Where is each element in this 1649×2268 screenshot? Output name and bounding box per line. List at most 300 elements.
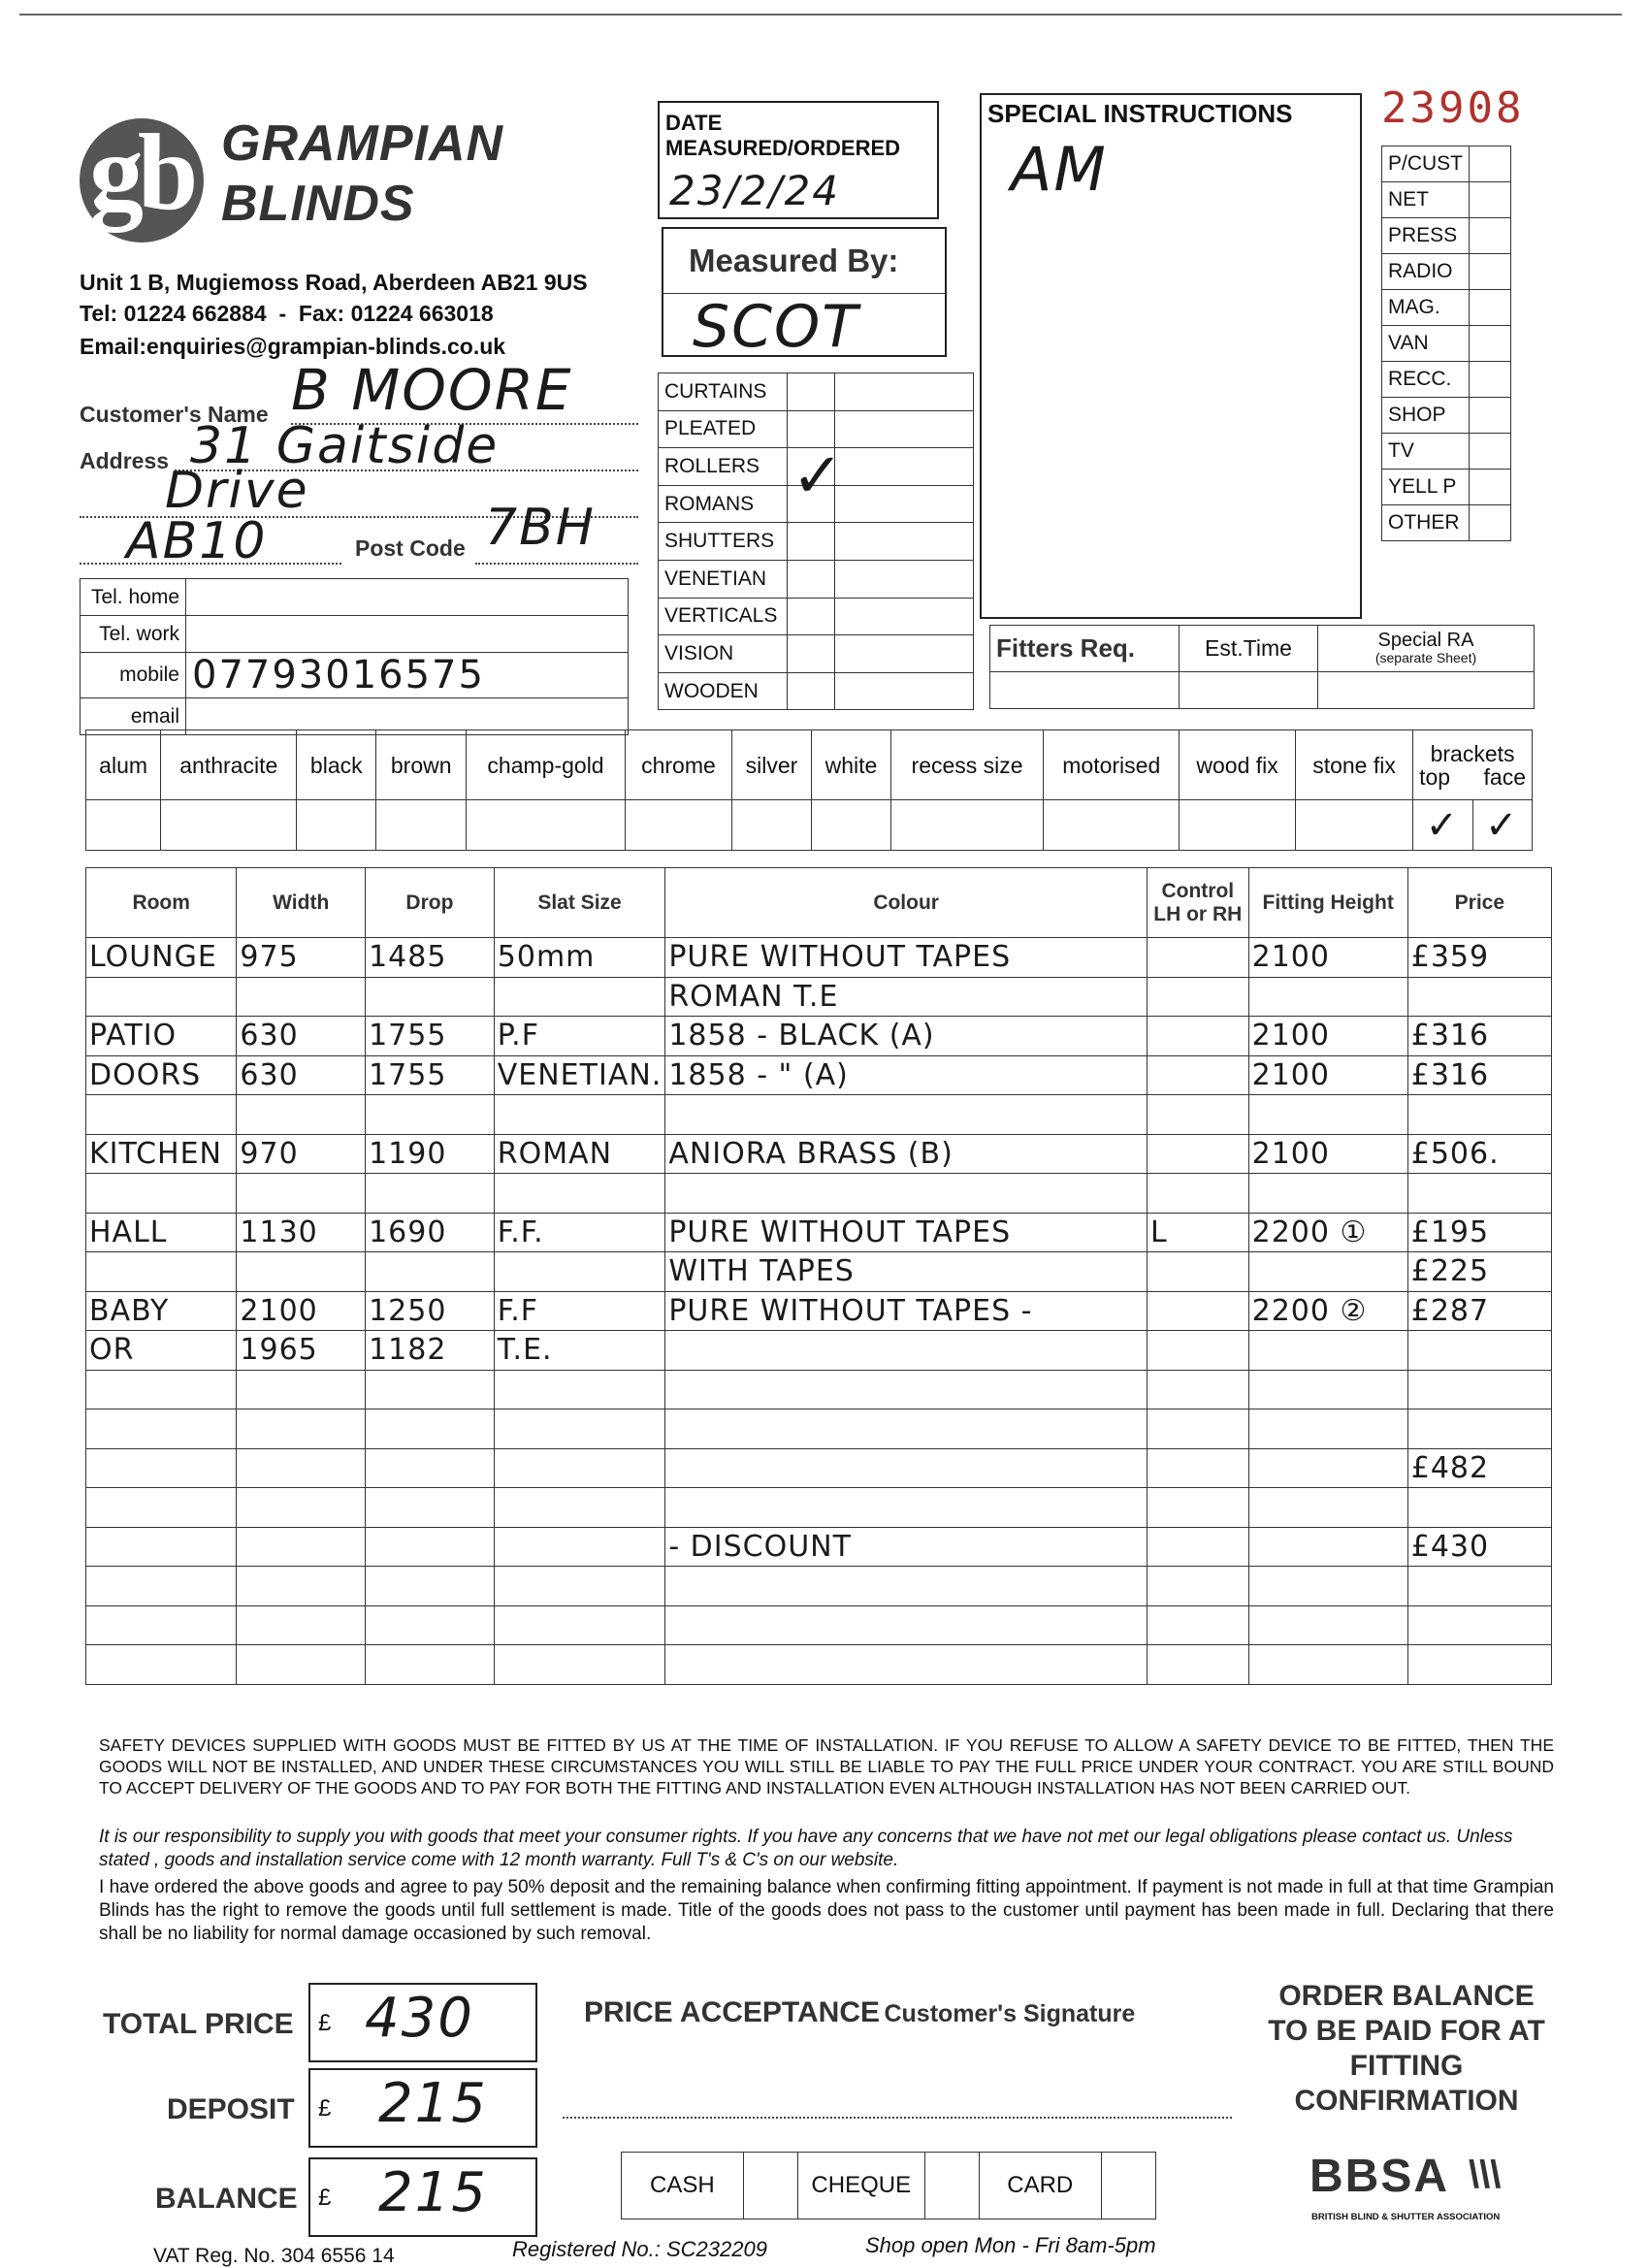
item-control: [1147, 1291, 1248, 1331]
measured-by-value: SCOT: [693, 293, 859, 361]
option-checkbox[interactable]: [732, 800, 812, 851]
item-colour: [665, 1409, 1148, 1449]
item-price: [1407, 1095, 1551, 1135]
source-label: P/CUST: [1382, 146, 1470, 182]
item-colour: PURE WITHOUT TAPES: [665, 938, 1148, 978]
item-room: PATIO: [86, 1017, 237, 1056]
source-label: TV: [1382, 434, 1470, 470]
source-checkbox[interactable]: [1470, 326, 1511, 362]
source-row: [1382, 470, 1511, 505]
item-control: [1147, 1017, 1248, 1056]
item-width: [237, 1448, 366, 1488]
item-width: 1965: [237, 1331, 366, 1371]
item-drop: [366, 977, 495, 1017]
items-header: Colour: [665, 868, 1148, 938]
item-slat: P.F: [494, 1017, 665, 1056]
tel-work-value: [186, 616, 629, 653]
item-colour: PURE WITHOUT TAPES: [665, 1213, 1148, 1252]
source-row: [1382, 254, 1511, 290]
bbsa-logo: BBSA: [1310, 2151, 1450, 2202]
table-row: [86, 1213, 1552, 1252]
terms-para-1: SAFETY DEVICES SUPPLIED WITH GOODS MUST BE FITTED BY US AT THE TIME OF INSTALLATION. IF YOU REFUSE TO ALLOW A SAFETY DEVICE TO BE FITTED, THEN THE GOODS WILL NOT BE INSTALLED, AND UNDER THESE CIRCUMSTANCES YOU WILL STILL BE LIABLE TO PAY THE FULL PRICE UNDER YOUR CONTRACT. YOU ARE STILL BOUND TO ACCEPT DELIVERY OF THE GOODS AND TO PAY FOR BOTH THE FITTING AND INSTALLATION EVEN ALTHOUGH INSTALLATION HAS NOT BEEN CARRIED OUT.: [99, 1735, 1554, 1798]
item-control: L: [1147, 1213, 1248, 1252]
option-header: motorised: [1044, 730, 1180, 800]
item-control: [1147, 1174, 1248, 1214]
source-checkbox[interactable]: [1470, 254, 1511, 290]
postcode-label: Post Code: [355, 535, 466, 561]
item-slat: [494, 1605, 665, 1645]
item-price: £195: [1407, 1213, 1551, 1252]
deposit-label: DEPOSIT: [167, 2093, 295, 2125]
item-price: [1407, 1370, 1551, 1409]
item-width: [237, 1527, 366, 1567]
company-tel: Tel: 01224 662884 - Fax: 01224 663018: [80, 301, 494, 326]
item-slat: [494, 1370, 665, 1409]
mobile-value: 07793016575: [186, 653, 629, 698]
total-currency: £: [318, 2010, 332, 2036]
product-checkbox[interactable]: [788, 672, 835, 710]
item-control: [1147, 1409, 1248, 1449]
item-control: [1147, 1252, 1248, 1292]
item-room: [86, 1567, 237, 1606]
option-checkbox[interactable]: [1295, 800, 1412, 851]
romans-tick-mark: ✓: [792, 440, 846, 512]
source-checkbox[interactable]: [1470, 434, 1511, 470]
item-drop: [366, 1095, 495, 1135]
footer-hours: Shop open Mon - Fri 8am-5pm: [865, 2233, 1156, 2257]
page-top-rule: [19, 14, 1622, 16]
source-checkbox[interactable]: [1470, 146, 1511, 182]
item-height: [1248, 1252, 1407, 1292]
address-label: Address: [80, 448, 170, 473]
product-checkbox[interactable]: [788, 635, 835, 673]
option-checkbox[interactable]: [890, 800, 1043, 851]
option-checkbox[interactable]: [1180, 800, 1296, 851]
source-row: [1382, 398, 1511, 434]
item-height: [1248, 1645, 1407, 1685]
special-ra-cell: [1318, 626, 1535, 672]
special-ra-sub: (separate Sheet): [1374, 649, 1477, 665]
option-header: recess size: [890, 730, 1043, 800]
item-room: [86, 1174, 237, 1214]
item-colour: WITH TAPES: [665, 1252, 1148, 1292]
table-row: [86, 1370, 1552, 1409]
item-drop: [366, 1527, 495, 1567]
payment-method-checkbox[interactable]: [743, 2153, 797, 2219]
item-width: [237, 1174, 366, 1214]
price-acceptance-sub: Customer's Signature: [884, 2000, 1136, 2027]
special-ra-value: [1318, 672, 1535, 709]
items-header: Fitting Height: [1248, 868, 1407, 938]
item-drop: [366, 1605, 495, 1645]
source-row: [1382, 362, 1511, 398]
fitters-req-label: Fitters Req.: [990, 626, 1180, 672]
deposit-currency: £: [318, 2095, 332, 2122]
item-price: [1407, 1605, 1551, 1645]
item-room: DOORS: [86, 1055, 237, 1095]
item-room: [86, 1095, 237, 1135]
item-price: £316: [1407, 1017, 1551, 1056]
postcode-line: [475, 563, 638, 565]
terms-para-3: I have ordered the above goods and agree to pay 50% deposit and the remaining balance when confirming fitting appointment. If payment is not made in full at that time Grampian Blinds has the right to remove the goods until full settlement is made. Title of the goods does not pass to the customer until payment has been made in full. Declaring that there shall be no liability for normal damage occasioned by such removal.: [99, 1877, 1554, 1944]
date-box: [658, 101, 939, 219]
item-room: [86, 1409, 237, 1449]
source-label: MAG.: [1382, 290, 1470, 326]
item-slat: 50mm: [494, 938, 665, 978]
item-colour: ROMAN T.E: [665, 977, 1148, 1017]
item-height: [1248, 1409, 1407, 1449]
product-qty: [835, 635, 974, 673]
product-checkbox[interactable]: [788, 598, 835, 635]
item-control: [1147, 1331, 1248, 1371]
item-price: [1407, 1331, 1551, 1371]
item-control: [1147, 1370, 1248, 1409]
item-colour: [665, 1370, 1148, 1409]
item-drop: [366, 1645, 495, 1685]
items-header: Slat Size: [494, 868, 665, 938]
product-qty: [835, 598, 974, 635]
contact-table: [80, 578, 629, 735]
company-address: Unit 1 B, Mugiemoss Road, Aberdeen AB21 9US: [80, 270, 588, 295]
item-control: [1147, 1448, 1248, 1488]
item-width: 975: [237, 938, 366, 978]
item-colour: 1858 - BLACK (A): [665, 1017, 1148, 1056]
table-row: [86, 1448, 1552, 1488]
item-room: [86, 1527, 237, 1567]
option-checkbox[interactable]: [1044, 800, 1180, 851]
product-row: [659, 373, 974, 411]
item-colour: [665, 1488, 1148, 1528]
product-checkbox[interactable]: [788, 523, 835, 561]
date-value: 23/2/24: [669, 167, 840, 214]
item-room: [86, 1252, 237, 1292]
table-row: [86, 1567, 1552, 1606]
option-header: stone fix: [1295, 730, 1412, 800]
option-checkbox[interactable]: [161, 800, 297, 851]
option-checkbox[interactable]: [297, 800, 376, 851]
table-row: [86, 1409, 1552, 1449]
item-colour: [665, 1331, 1148, 1371]
item-slat: F.F: [494, 1291, 665, 1331]
item-control: [1147, 1645, 1248, 1685]
table-row: [86, 1055, 1552, 1095]
special-instructions-box: [980, 93, 1362, 619]
item-height: 2100: [1248, 1134, 1407, 1174]
item-control: [1147, 1527, 1248, 1567]
item-slat: ROMAN: [494, 1134, 665, 1174]
option-checkbox[interactable]: [467, 800, 626, 851]
item-height: [1248, 1488, 1407, 1528]
item-width: [237, 1095, 366, 1135]
option-checkbox[interactable]: [625, 800, 731, 851]
payment-method-label: CARD: [979, 2153, 1101, 2219]
fitters-req-value: [990, 672, 1180, 709]
brackets-top-label: top: [1419, 763, 1451, 790]
item-drop: [366, 1567, 495, 1606]
table-row: [86, 1134, 1552, 1174]
payment-method-checkbox[interactable]: [924, 2153, 979, 2219]
item-price: £359: [1407, 938, 1551, 978]
item-slat: [494, 1252, 665, 1292]
item-room: HALL: [86, 1213, 237, 1252]
item-price: [1407, 1174, 1551, 1214]
option-checkbox[interactable]: [86, 800, 161, 851]
company-name-line2: BLINDS: [221, 176, 415, 232]
item-room: [86, 1370, 237, 1409]
source-label: SHOP: [1382, 398, 1470, 434]
item-drop: 1190: [366, 1134, 495, 1174]
price-acceptance-label: PRICE ACCEPTANCE: [584, 1996, 881, 2028]
item-height: 2100: [1248, 1055, 1407, 1095]
item-drop: 1755: [366, 1017, 495, 1056]
item-width: 2100: [237, 1291, 366, 1331]
payment-method-checkbox[interactable]: [1101, 2153, 1155, 2219]
source-row: [1382, 146, 1511, 182]
postcode-value: 7BH: [485, 499, 596, 557]
fitters-table: [989, 625, 1535, 709]
item-slat: [494, 1448, 665, 1488]
items-header: Price: [1407, 868, 1551, 938]
product-row: [659, 560, 974, 598]
email-label: email: [81, 698, 186, 735]
table-row: [86, 1331, 1552, 1371]
brackets-header: [1413, 730, 1533, 800]
items-header: Control LH or RH: [1147, 868, 1248, 938]
item-price: [1407, 1409, 1551, 1449]
source-label: YELL P: [1382, 470, 1470, 505]
item-price: [1407, 1645, 1551, 1685]
item-drop: [366, 1448, 495, 1488]
special-instructions-label: SPECIAL INSTRUCTIONS: [987, 99, 1293, 128]
product-qty: [835, 485, 974, 523]
source-table: [1381, 146, 1511, 541]
table-row: [86, 977, 1552, 1017]
date-label: DATE MEASURED/ORDERED: [665, 111, 901, 160]
item-slat: [494, 1174, 665, 1214]
company-email: Email:enquiries@grampian-blinds.co.uk: [80, 334, 506, 359]
bbsa-sub: BRITISH BLIND & SHUTTER ASSOCIATION: [1311, 2212, 1501, 2222]
source-label: RECC.: [1382, 362, 1470, 398]
item-slat: VENETIAN.: [494, 1055, 665, 1095]
footer-registered: Registered No.: SC232209: [512, 2237, 767, 2261]
tel-home-value: [186, 579, 629, 616]
table-row: [86, 1488, 1552, 1528]
table-row: [86, 1605, 1552, 1645]
item-width: 630: [237, 1055, 366, 1095]
item-width: [237, 1370, 366, 1409]
item-slat: F.F.: [494, 1213, 665, 1252]
item-price: £225: [1407, 1252, 1551, 1292]
source-label: RADIO: [1382, 254, 1470, 290]
product-label: ROMANS: [659, 485, 788, 523]
option-header: wood fix: [1180, 730, 1296, 800]
table-row: [86, 1645, 1552, 1685]
bbsa-stripes-icon: \\\: [1469, 2154, 1502, 2196]
option-checkbox[interactable]: [376, 800, 467, 851]
item-height: [1248, 1370, 1407, 1409]
item-height: [1248, 1095, 1407, 1135]
est-time-value: [1180, 672, 1318, 709]
product-row: [659, 672, 974, 710]
item-control: [1147, 1488, 1248, 1528]
address-line3-value: AB10: [126, 512, 268, 570]
item-room: KITCHEN: [86, 1134, 237, 1174]
address-line2-value: Drive: [165, 462, 309, 520]
item-height: 2200 ①: [1248, 1213, 1407, 1252]
item-height: [1248, 1448, 1407, 1488]
item-width: [237, 1605, 366, 1645]
brackets-top-tick[interactable]: ✓: [1413, 800, 1472, 851]
item-width: 1130: [237, 1213, 366, 1252]
brackets-label: brackets: [1430, 740, 1515, 766]
brackets-face-tick[interactable]: ✓: [1472, 800, 1532, 851]
special-instructions-value: AM: [1011, 134, 1108, 205]
balance-box: [308, 2157, 537, 2237]
item-room: [86, 977, 237, 1017]
item-slat: [494, 1645, 665, 1685]
measured-by-label: Measured By:: [689, 243, 899, 278]
item-width: 970: [237, 1134, 366, 1174]
item-slat: [494, 1409, 665, 1449]
product-checkbox[interactable]: [788, 560, 835, 598]
source-checkbox[interactable]: [1470, 470, 1511, 505]
source-checkbox[interactable]: [1470, 218, 1511, 254]
balance-value: 215: [378, 2161, 488, 2224]
source-row: [1382, 218, 1511, 254]
source-checkbox[interactable]: [1470, 362, 1511, 398]
brackets-face-label: face: [1483, 763, 1526, 790]
product-label: PLEATED: [659, 410, 788, 448]
source-label: NET: [1382, 182, 1470, 218]
source-checkbox[interactable]: [1470, 505, 1511, 541]
product-qty: [835, 410, 974, 448]
item-drop: 1485: [366, 938, 495, 978]
item-colour: PURE WITHOUT TAPES -: [665, 1291, 1148, 1331]
option-header: anthracite: [161, 730, 297, 800]
source-label: VAN: [1382, 326, 1470, 362]
source-row: [1382, 182, 1511, 218]
item-room: [86, 1448, 237, 1488]
item-room: [86, 1645, 237, 1685]
item-colour: 1858 - " (A): [665, 1055, 1148, 1095]
customer-name-value: B MOORE: [291, 357, 573, 423]
product-label: VISION: [659, 635, 788, 673]
item-width: [237, 1645, 366, 1685]
item-control: [1147, 1055, 1248, 1095]
table-row: [86, 1252, 1552, 1292]
item-price: [1407, 1488, 1551, 1528]
item-height: 2200 ②: [1248, 1291, 1407, 1331]
item-height: [1248, 1567, 1407, 1606]
company-name-line1: GRAMPIAN: [221, 115, 504, 172]
item-drop: [366, 1174, 495, 1214]
item-price: £316: [1407, 1055, 1551, 1095]
item-drop: 1690: [366, 1213, 495, 1252]
source-checkbox[interactable]: [1470, 290, 1511, 326]
item-room: [86, 1488, 237, 1528]
item-slat: [494, 1095, 665, 1135]
product-row: [659, 598, 974, 635]
option-header: alum: [86, 730, 161, 800]
product-label: VENETIAN: [659, 560, 788, 598]
product-qty: [835, 373, 974, 411]
payment-methods-table: [621, 2152, 1156, 2219]
tel-work-label: Tel. work: [81, 616, 186, 653]
item-price: £287: [1407, 1291, 1551, 1331]
balance-label: BALANCE: [155, 2183, 298, 2215]
option-header: brown: [376, 730, 467, 800]
item-drop: [366, 1370, 495, 1409]
item-width: [237, 1488, 366, 1528]
measured-by-box: [662, 227, 947, 361]
item-height: [1248, 977, 1407, 1017]
product-checkbox[interactable]: [788, 373, 835, 411]
item-drop: 1755: [366, 1055, 495, 1095]
item-height: 2100: [1248, 938, 1407, 978]
product-label: SHUTTERS: [659, 523, 788, 561]
item-height: [1248, 1605, 1407, 1645]
item-width: [237, 1409, 366, 1449]
product-label: CURTAINS: [659, 373, 788, 411]
table-row: [86, 938, 1552, 978]
item-price: £506.: [1407, 1134, 1551, 1174]
item-colour: - DISCOUNT: [665, 1527, 1148, 1567]
item-control: [1147, 1134, 1248, 1174]
company-logo: [80, 113, 225, 244]
order-balance-note: ORDER BALANCE TO BE PAID FOR AT FITTING CONFIRMATION: [1268, 1980, 1545, 2117]
product-label: WOODEN: [659, 672, 788, 710]
item-height: [1248, 1527, 1407, 1567]
order-number: 23908: [1381, 83, 1525, 133]
products-table: [658, 373, 974, 710]
item-slat: [494, 1488, 665, 1528]
deposit-value: 215: [378, 2072, 488, 2135]
item-control: [1147, 1605, 1248, 1645]
item-control: [1147, 1095, 1248, 1135]
item-drop: 1182: [366, 1331, 495, 1371]
table-row: [86, 1017, 1552, 1056]
item-width: [237, 977, 366, 1017]
source-checkbox[interactable]: [1470, 182, 1511, 218]
source-row: [1382, 290, 1511, 326]
product-qty: [835, 523, 974, 561]
product-row: [659, 635, 974, 673]
option-checkbox[interactable]: [811, 800, 890, 851]
item-drop: [366, 1409, 495, 1449]
item-slat: [494, 1527, 665, 1567]
source-row: [1382, 326, 1511, 362]
item-control: [1147, 938, 1248, 978]
item-colour: [665, 1174, 1148, 1214]
special-ra-label: Special RA: [1377, 629, 1474, 651]
item-price: [1407, 977, 1551, 1017]
signature-line[interactable]: [563, 2117, 1232, 2119]
item-colour: ANIORA BRASS (B): [665, 1134, 1148, 1174]
item-height: 2100: [1248, 1017, 1407, 1056]
items-table: [85, 867, 1552, 1685]
item-drop: 1250: [366, 1291, 495, 1331]
payment-method-label: CASH: [622, 2153, 744, 2219]
tel-home-label: Tel. home: [81, 579, 186, 616]
product-qty: [835, 672, 974, 710]
item-price: [1407, 1567, 1551, 1606]
source-row: [1382, 434, 1511, 470]
source-checkbox[interactable]: [1470, 398, 1511, 434]
product-qty: [835, 560, 974, 598]
item-colour: [665, 1448, 1148, 1488]
source-label: PRESS: [1382, 218, 1470, 254]
payment-method-label: CHEQUE: [797, 2153, 924, 2219]
